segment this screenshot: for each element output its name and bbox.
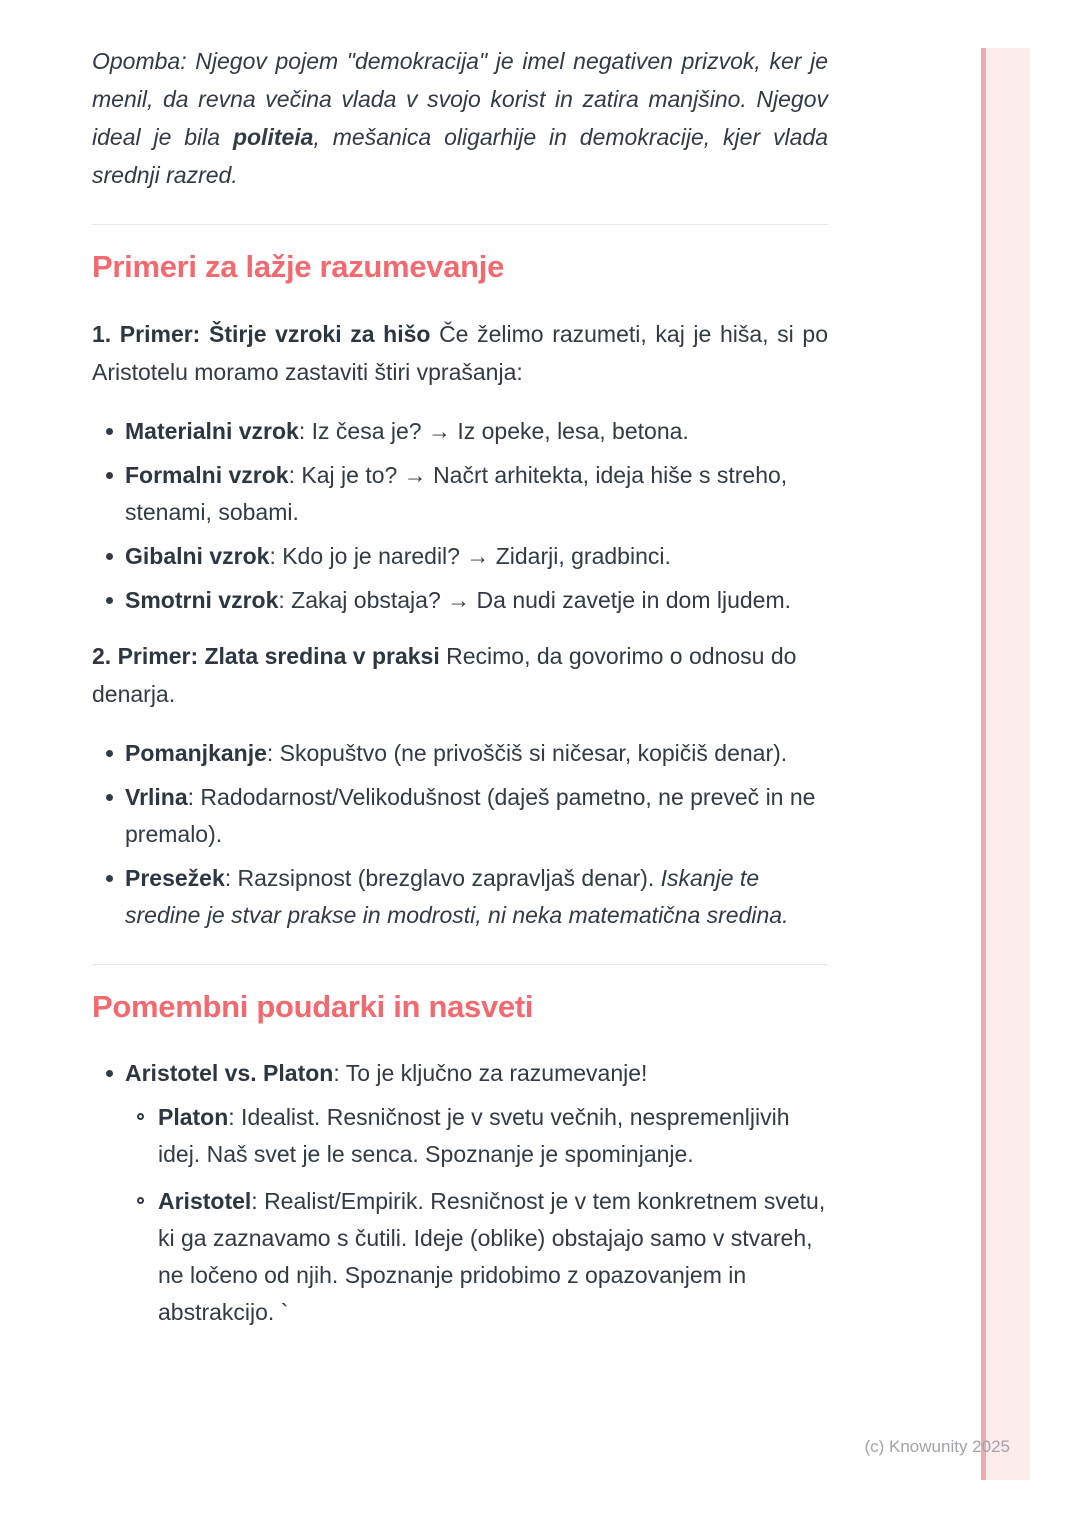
sub-bullet-text: : Idealist. Resničnost je v svetu večnih, nespremenljivih idej. Naš svet je le senca. Spoznanje je spominjanje. [158,1104,790,1167]
list-item [92,538,828,575]
example2-text: Recimo, da govorimo o odnosu do denarja. [92,643,797,707]
note-text: Opomba: Njegov pojem "demokracija" je imel negativen prizvok, ker je menil, da revna večina vlada v svojo korist in zatira manjšino. Njegov ideal je bila [92,48,828,150]
example1-paragraph [92,315,828,391]
sub-list-item [125,1183,828,1331]
sub-list-item [125,1099,828,1173]
bullet-icon [106,794,113,801]
bullet-term: Smotrni vzrok [125,587,279,613]
bullet-text: : Razsipnost (brezglavo zapravljaš denar). [224,865,661,891]
sub-bullet-text: : Realist/Empirik. Resničnost je v tem konkretnem svetu, ki ga zaznavamo s čutili. Ideje (oblike) obstajajo samo v stvareh, ne ločeno od njih. Spoznanje pridobimo z opazovanjem in abstrakcijo. ` [158,1188,826,1325]
bullet-term: Gibalni vzrok [125,543,270,569]
bullet-icon [106,875,113,882]
bullet-italic-note: Iskanje te sredine je stvar prakse in modrosti, ni neka matematična sredina. [125,865,789,928]
list-item [92,735,828,772]
copyright-notice: (c) Knowunity 2025 [864,1437,1010,1456]
hollow-bullet-icon [137,1197,144,1204]
example1-label: 1. Primer: Štirje vzroki za hišo [92,321,431,347]
bullet-icon [106,472,113,479]
bullet-icon [106,750,113,757]
section-title-examples: Primeri za lažje razumevanje [92,249,505,284]
golden-mean-list [92,735,828,934]
example1-text: Če želimo razumeti, kaj je hiša, si po Aristotelu moramo zastaviti štiri vprašanja: [92,321,828,385]
list-item [92,413,828,450]
bullet-icon [106,428,113,435]
bullet-text: : To je ključno za razumevanje! [333,1060,648,1086]
four-causes-list [92,413,828,619]
bullet-term: Pomanjkanje [125,740,267,766]
example2-paragraph [92,637,828,713]
bullet-term: Presežek [125,865,225,891]
bullet-term: Aristotel vs. Platon [125,1060,334,1086]
section-title-highlights: Pomembni poudarki in nasveti [92,989,534,1024]
bullet-icon [106,553,113,560]
bullet-text: : Radodarnost/Velikodušnost (daješ pametno, ne preveč in ne premalo). [125,784,816,847]
comparison-sublist [125,1099,828,1331]
list-item [92,1055,828,1331]
list-item [92,779,828,853]
list-item [92,582,828,619]
hollow-bullet-icon [137,1113,144,1120]
bullet-icon [106,1070,113,1077]
section-divider [92,964,828,965]
bullet-term: Vrlina [125,784,188,810]
bullet-text: : Zakaj obstaja? → Da nudi zavetje in dom ljudem. [278,587,792,613]
list-item [92,860,828,934]
bullet-text: : Kaj je to? → Načrt arhitekta, ideja hiše s streho, stenami, sobami. [125,462,788,525]
highlights-list [92,1055,828,1331]
bullet-term: Formalni vzrok [125,462,289,488]
page-edge-decoration [981,48,1030,1480]
bullet-text: : Kdo jo je naredil? → Zidarji, gradbinci. [269,543,671,569]
page-content [92,42,828,1349]
section-divider [92,224,828,225]
note-paragraph [92,42,828,194]
note-text-end: , mešanica oligarhije in demokracije, kjer vlada srednji razred. [92,124,828,188]
sub-bullet-term: Platon [158,1104,229,1130]
bullet-term: Materialni vzrok [125,418,299,444]
note-bold-term: politeia [232,124,314,150]
example2-label: 2. Primer: Zlata sredina v praksi [92,643,440,669]
bullet-icon [106,597,113,604]
bullet-text: : Iz česa je? → Iz opeke, lesa, betona. [298,418,689,444]
sub-bullet-term: Aristotel [158,1188,252,1214]
list-item [92,457,828,531]
bullet-text: : Skopuštvo (ne privoščiš si ničesar, kopičiš denar). [266,740,788,766]
